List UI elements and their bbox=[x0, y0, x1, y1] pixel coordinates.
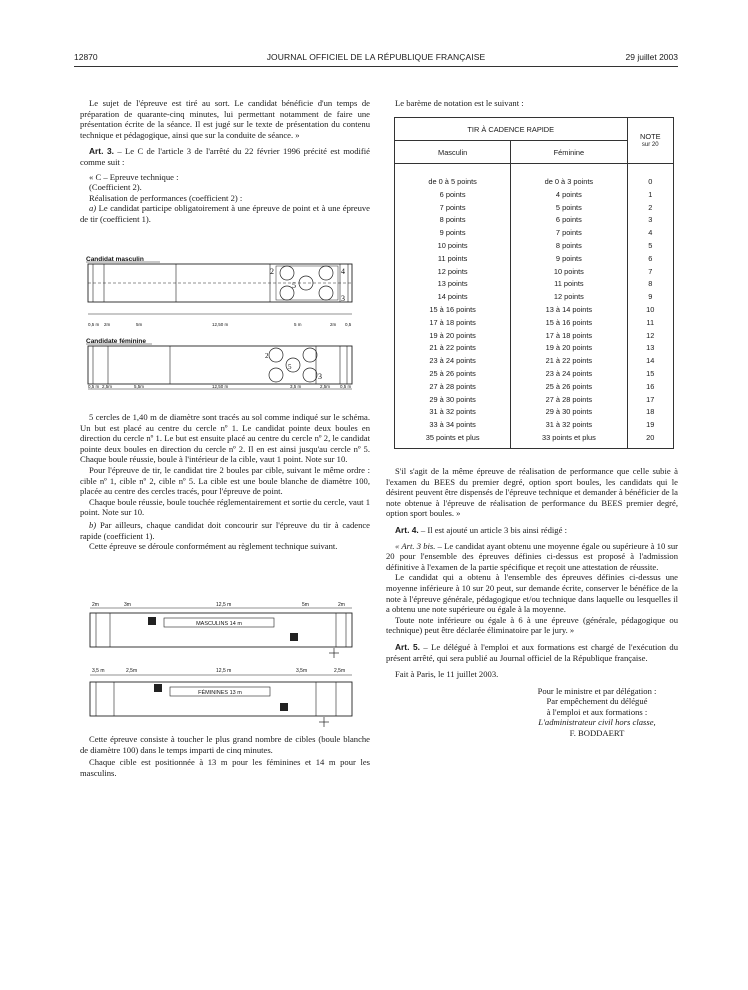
left-column-middle bbox=[80, 412, 370, 552]
paragraph: Le barème de notation est le suivant : bbox=[395, 98, 524, 108]
terrain-diagram-tir bbox=[80, 600, 370, 730]
circle-number: 2 bbox=[265, 352, 269, 360]
article-text: – Le C de l'article 3 de l'arrêté du 22 février 1996 précité est modifié comme suit : bbox=[80, 146, 370, 167]
table-cell: 8 points bbox=[439, 215, 466, 225]
dimension-label: 0,5 m bbox=[340, 384, 352, 389]
table-cell: 1 bbox=[648, 189, 653, 199]
article-text: – Le délégué à l'emploi et aux formations est chargé de l'exécution du présent arrêté, qui sera publié au Journal officiel de la République française. bbox=[386, 641, 678, 663]
circle-number: 5 bbox=[292, 281, 296, 290]
table-cell: 23 à 24 points bbox=[429, 356, 476, 366]
article-text: – Il est ajouté un article 3 bis ainsi rédigé : bbox=[418, 524, 567, 535]
table-cell: 9 bbox=[648, 292, 653, 302]
table-cell: 25 à 26 points bbox=[545, 381, 593, 391]
feminine-column bbox=[511, 164, 627, 449]
dimension-label: 3,5 m bbox=[290, 384, 302, 389]
paragraph: « C – Epreuve technique : bbox=[89, 171, 179, 182]
masculin-column bbox=[395, 164, 511, 449]
note-column bbox=[627, 164, 674, 449]
article-label: Art. 3. bbox=[89, 146, 114, 157]
label-masculin: Candidat masculin bbox=[86, 256, 144, 263]
bareme-table bbox=[394, 117, 674, 449]
table-cell: 12 points bbox=[553, 292, 584, 302]
article-label: Art. 5. bbox=[395, 641, 420, 652]
table-cell: 4 bbox=[648, 228, 653, 238]
dimension-label: 12,50 m bbox=[212, 384, 229, 389]
right-column-text bbox=[386, 466, 678, 739]
issue-date: 29 juillet 2003 bbox=[625, 52, 678, 62]
table-cell: 14 bbox=[646, 356, 655, 366]
left-column-bottom bbox=[80, 734, 370, 778]
table-cell: 9 points bbox=[555, 253, 582, 263]
page-number: 12870 bbox=[74, 52, 98, 62]
table-cell: 13 à 14 points bbox=[545, 304, 593, 314]
table-cell: 17 à 18 points bbox=[429, 317, 476, 327]
table-cell: 10 bbox=[646, 304, 655, 314]
boule-marker bbox=[154, 684, 162, 692]
table-cell: de 0 à 5 points bbox=[428, 177, 477, 186]
table-cell: 27 à 28 points bbox=[429, 381, 476, 391]
col-feminine: Féminine bbox=[511, 141, 627, 164]
table-cell: 15 bbox=[646, 368, 655, 378]
table-cell: 0 bbox=[648, 177, 653, 186]
table-cell: 29 à 30 points bbox=[545, 407, 593, 417]
article-5 bbox=[386, 642, 678, 663]
terrain-feminine bbox=[88, 346, 352, 384]
circle-number: 2 bbox=[270, 267, 274, 276]
table-cell: 16 bbox=[646, 381, 655, 391]
dimension-label: 3m bbox=[124, 602, 131, 608]
table-cell: 33 à 34 points bbox=[429, 420, 476, 430]
paragraph: Cette épreuve consiste à toucher le plus grand nombre de cibles (boule blanche de diamètre 100) dans le temps imparti de cinq minutes. bbox=[80, 734, 370, 755]
table-cell: 13 bbox=[646, 343, 655, 353]
table-title: TIR À CADENCE RAPIDE bbox=[395, 118, 628, 141]
page-header bbox=[74, 52, 678, 64]
circle-number: 3 bbox=[318, 372, 322, 381]
col-note-label: NOTE bbox=[639, 131, 661, 141]
table-cell: 8 points bbox=[555, 240, 582, 250]
paragraph: Toute note inférieure ou égale à 6 à une épreuve (générale, pédagogique ou technique) peut être déclarée éliminatoire par le jury. » bbox=[386, 614, 678, 636]
table-cell: 20 bbox=[646, 432, 655, 442]
dimension-label: 5m bbox=[302, 602, 309, 608]
article-3-bis bbox=[386, 541, 678, 573]
table-cell: 18 bbox=[646, 407, 655, 417]
dimension-label: 3,5m bbox=[296, 668, 308, 674]
table-cell: 11 points bbox=[554, 279, 584, 289]
table-cell: 31 à 32 points bbox=[545, 420, 593, 430]
table-cell: 19 à 20 points bbox=[545, 343, 593, 353]
paragraph: 5 cercles de 1,40 m de diamètre sont tracés au sol comme indiqué sur le schéma. Un but est placé au centre du cercle nº 1. Le candidat pointe deux boules en direction du cercle nº 1. Le but est ensuite placé au centre du cercle nº 2, le candidat pointe deux boules en direction du cercle nº 2. Il en est ainsi jusqu'au cercle nº 5. Chaque boule réussie, boule à l'intérieur de la cible, vaut 1 point. Note sur 10. bbox=[80, 412, 370, 465]
dimension-label: 2,5m bbox=[126, 668, 138, 674]
table-cell: 8 bbox=[648, 279, 653, 289]
table-cell: 4 points bbox=[555, 189, 582, 199]
table-cell: 6 points bbox=[555, 215, 582, 225]
dimension-label: 5,5m bbox=[134, 384, 145, 389]
circle-number: 4 bbox=[341, 267, 345, 276]
article-label: Art. 4. bbox=[395, 524, 419, 535]
col-note bbox=[627, 118, 674, 164]
paragraph: Le candidat qui a obtenu à l'ensemble des épreuves définies ci-dessus une moyenne inférieure à 10 sur 20 peut, sur demande écrite, conserver le bénéfice de la note à l'épreuve générale, pédagogique et/ou technique dans laquelle ou lesquelles il a obtenu une note supérieure ou égale à la moyenne. bbox=[386, 572, 678, 615]
paragraph: Chaque cible est positionnée à 13 m pour les féminines et 14 m pour les masculins. bbox=[80, 757, 370, 778]
table-cell: 7 points bbox=[439, 202, 466, 212]
table-cell: 10 points bbox=[437, 240, 468, 250]
dimension-label: 2,5m bbox=[320, 384, 331, 389]
dimension-label: 2m bbox=[338, 602, 345, 608]
table-cell: 7 points bbox=[555, 228, 582, 238]
dimension-label: 12,50 m bbox=[212, 322, 229, 327]
table-cell: 23 à 24 points bbox=[545, 368, 593, 378]
table-cell: 7 bbox=[648, 266, 653, 276]
item-text: Par ailleurs, chaque candidat doit concourir sur l'épreuve du tir à cadence rapide (coefficient 1). bbox=[80, 519, 370, 541]
signature-line: Par empêchement du délégué bbox=[546, 696, 648, 707]
table-cell: 11 points bbox=[437, 253, 468, 263]
table-cell: 17 bbox=[646, 394, 655, 404]
table-cell: 27 à 28 points bbox=[545, 394, 593, 404]
table-cell: 15 à 16 points bbox=[429, 304, 476, 314]
table-cell: 21 à 22 points bbox=[545, 356, 593, 366]
table-cell: 6 points bbox=[439, 189, 466, 199]
table-cell: 2 bbox=[648, 202, 653, 212]
table-cell: 10 points bbox=[553, 266, 584, 276]
signature-date: Fait à Paris, le 11 juillet 2003. bbox=[395, 669, 499, 680]
terrain-diagram-point bbox=[80, 254, 370, 404]
dimension-label: 2m bbox=[92, 602, 99, 608]
paragraph: Réalisation de performances (coefficient 2) : bbox=[89, 192, 243, 203]
signature-line: Pour le ministre et par délégation : bbox=[537, 685, 657, 696]
article-4 bbox=[386, 525, 678, 536]
table-cell: 12 bbox=[646, 330, 655, 340]
table-cell: 19 à 20 points bbox=[429, 330, 476, 340]
dimension-label: 0,5 m bbox=[88, 322, 100, 327]
signature-line: à l'emploi et aux formations : bbox=[546, 706, 648, 717]
table-cell: de 0 à 3 points bbox=[544, 177, 594, 186]
table-cell: 5 points bbox=[555, 202, 582, 212]
article-text: – Le candidat ayant obtenu une moyenne égale ou supérieure à 10 sur 20 pour l'ensemble des épreuves définies ci-dessus est proposé à l'admission définitive à l'examen de la partie spécifique et reçoit une attestation de réussite. bbox=[386, 540, 678, 572]
table-cell: 25 à 26 points bbox=[429, 368, 476, 378]
table-cell: 31 à 32 points bbox=[429, 407, 476, 417]
dimension-label: 2,5m bbox=[334, 668, 346, 674]
journal-title: JOURNAL OFFICIEL DE LA RÉPUBLIQUE FRANÇAISE bbox=[266, 52, 486, 62]
dimension-label: 12,5 m bbox=[216, 602, 232, 608]
table-cell: 35 points et plus bbox=[425, 432, 480, 442]
table-cell: 21 à 22 points bbox=[429, 343, 476, 353]
dimension-label: 12,5 m bbox=[216, 668, 232, 674]
item-text: Le candidat participe obligatoirement à une épreuve de point et à une épreuve de tir (coefficient 1). bbox=[80, 203, 370, 224]
dimension-label: 3,5 m bbox=[92, 668, 105, 674]
table-cell: 19 bbox=[646, 420, 655, 430]
table-cell: 14 points bbox=[437, 292, 468, 302]
dimension-label: 2m bbox=[104, 322, 111, 327]
item-label: a) bbox=[89, 203, 97, 214]
label-feminine: Candidate féminine bbox=[86, 338, 146, 345]
col-note-sub: sur 20 bbox=[641, 141, 659, 148]
dimension-label: 5 m bbox=[294, 322, 302, 327]
table-cell: 33 points et plus bbox=[541, 432, 596, 442]
right-column-intro bbox=[386, 98, 678, 109]
paragraph bbox=[80, 520, 370, 541]
table-cell: 13 points bbox=[437, 279, 468, 289]
dimension-label: 2,5m bbox=[102, 384, 113, 389]
boule-marker bbox=[280, 703, 288, 711]
table-cell: 17 à 18 points bbox=[545, 330, 593, 340]
left-column-top bbox=[80, 98, 370, 225]
table-cell: 6 bbox=[648, 253, 653, 263]
circle-number: 5 bbox=[288, 363, 292, 371]
signature-line: L'administrateur civil hors classe, bbox=[538, 717, 656, 728]
paragraph: (Coefficient 2). bbox=[89, 182, 142, 193]
dimension-label: 0,5 m bbox=[88, 384, 100, 389]
boule-marker bbox=[148, 617, 156, 625]
col-masculin: Masculin bbox=[395, 141, 511, 164]
header-rule bbox=[74, 66, 678, 67]
circle-number: 3 bbox=[341, 294, 345, 303]
signatory-name: F. BODDAERT bbox=[569, 728, 625, 739]
paragraph: Chaque boule réussie, boule touchée réglementairement et sortie du cercle, vaut 1 point. Note sur 10. bbox=[80, 496, 370, 518]
table-cell: 3 bbox=[648, 215, 653, 225]
table-cell: 12 points bbox=[437, 266, 468, 276]
table-cell: 5 bbox=[648, 240, 653, 250]
feminines-label: FÉMININES 13 m bbox=[198, 690, 242, 696]
article-3 bbox=[80, 146, 370, 167]
paragraph: S'il s'agit de la même épreuve de réalisation de performance que celle subie à l'examen du BEES du premier degré, option sport boules, les candidats qui le désirent peuvent être dispensés de l'épreuve technique et demander à bénéficier de la note obtenue à l'épreuve de réalisation de performance du BEES premier degré, option sport boules. » bbox=[386, 466, 678, 519]
boule-marker bbox=[290, 633, 298, 641]
table-cell: 15 à 16 points bbox=[545, 317, 593, 327]
paragraph: Le sujet de l'épreuve est tiré au sort. Le candidat bénéficie d'un temps de préparation de quarante-cinq minutes, lui permettant notamment de faire une présentation écrite de la séance. Il est jugé sur le texte de présentation du contenu technique et pédagogique, ainsi que sur la conduite de séance. » bbox=[80, 98, 370, 140]
paragraph: Pour l'épreuve de tir, le candidat tire 2 boules par cible, suivant le même ordre : cible nº 1, cible nº 2, cible nº 5. La cible est une boule blanche de diamètre 100, placée au centre des cercles tracés, pour l'épreuve de point. bbox=[80, 464, 370, 497]
dimension-label: 0,5 bbox=[345, 322, 352, 327]
table-cell: 29 à 30 points bbox=[429, 394, 476, 404]
paragraph bbox=[80, 203, 370, 224]
masculins-label: MASCULINS 14 m bbox=[196, 621, 242, 627]
dimension-label: 2m bbox=[330, 322, 337, 327]
paragraph: Cette épreuve se déroule conformément au règlement technique suivant. bbox=[89, 541, 338, 552]
dimension-label: 5m bbox=[136, 322, 143, 327]
table-cell: 11 bbox=[646, 317, 655, 327]
item-label: b) bbox=[89, 519, 97, 530]
table-cell: 9 points bbox=[439, 228, 466, 238]
article-label: « Art. 3 bis. bbox=[395, 540, 436, 551]
signature-block bbox=[516, 686, 678, 739]
